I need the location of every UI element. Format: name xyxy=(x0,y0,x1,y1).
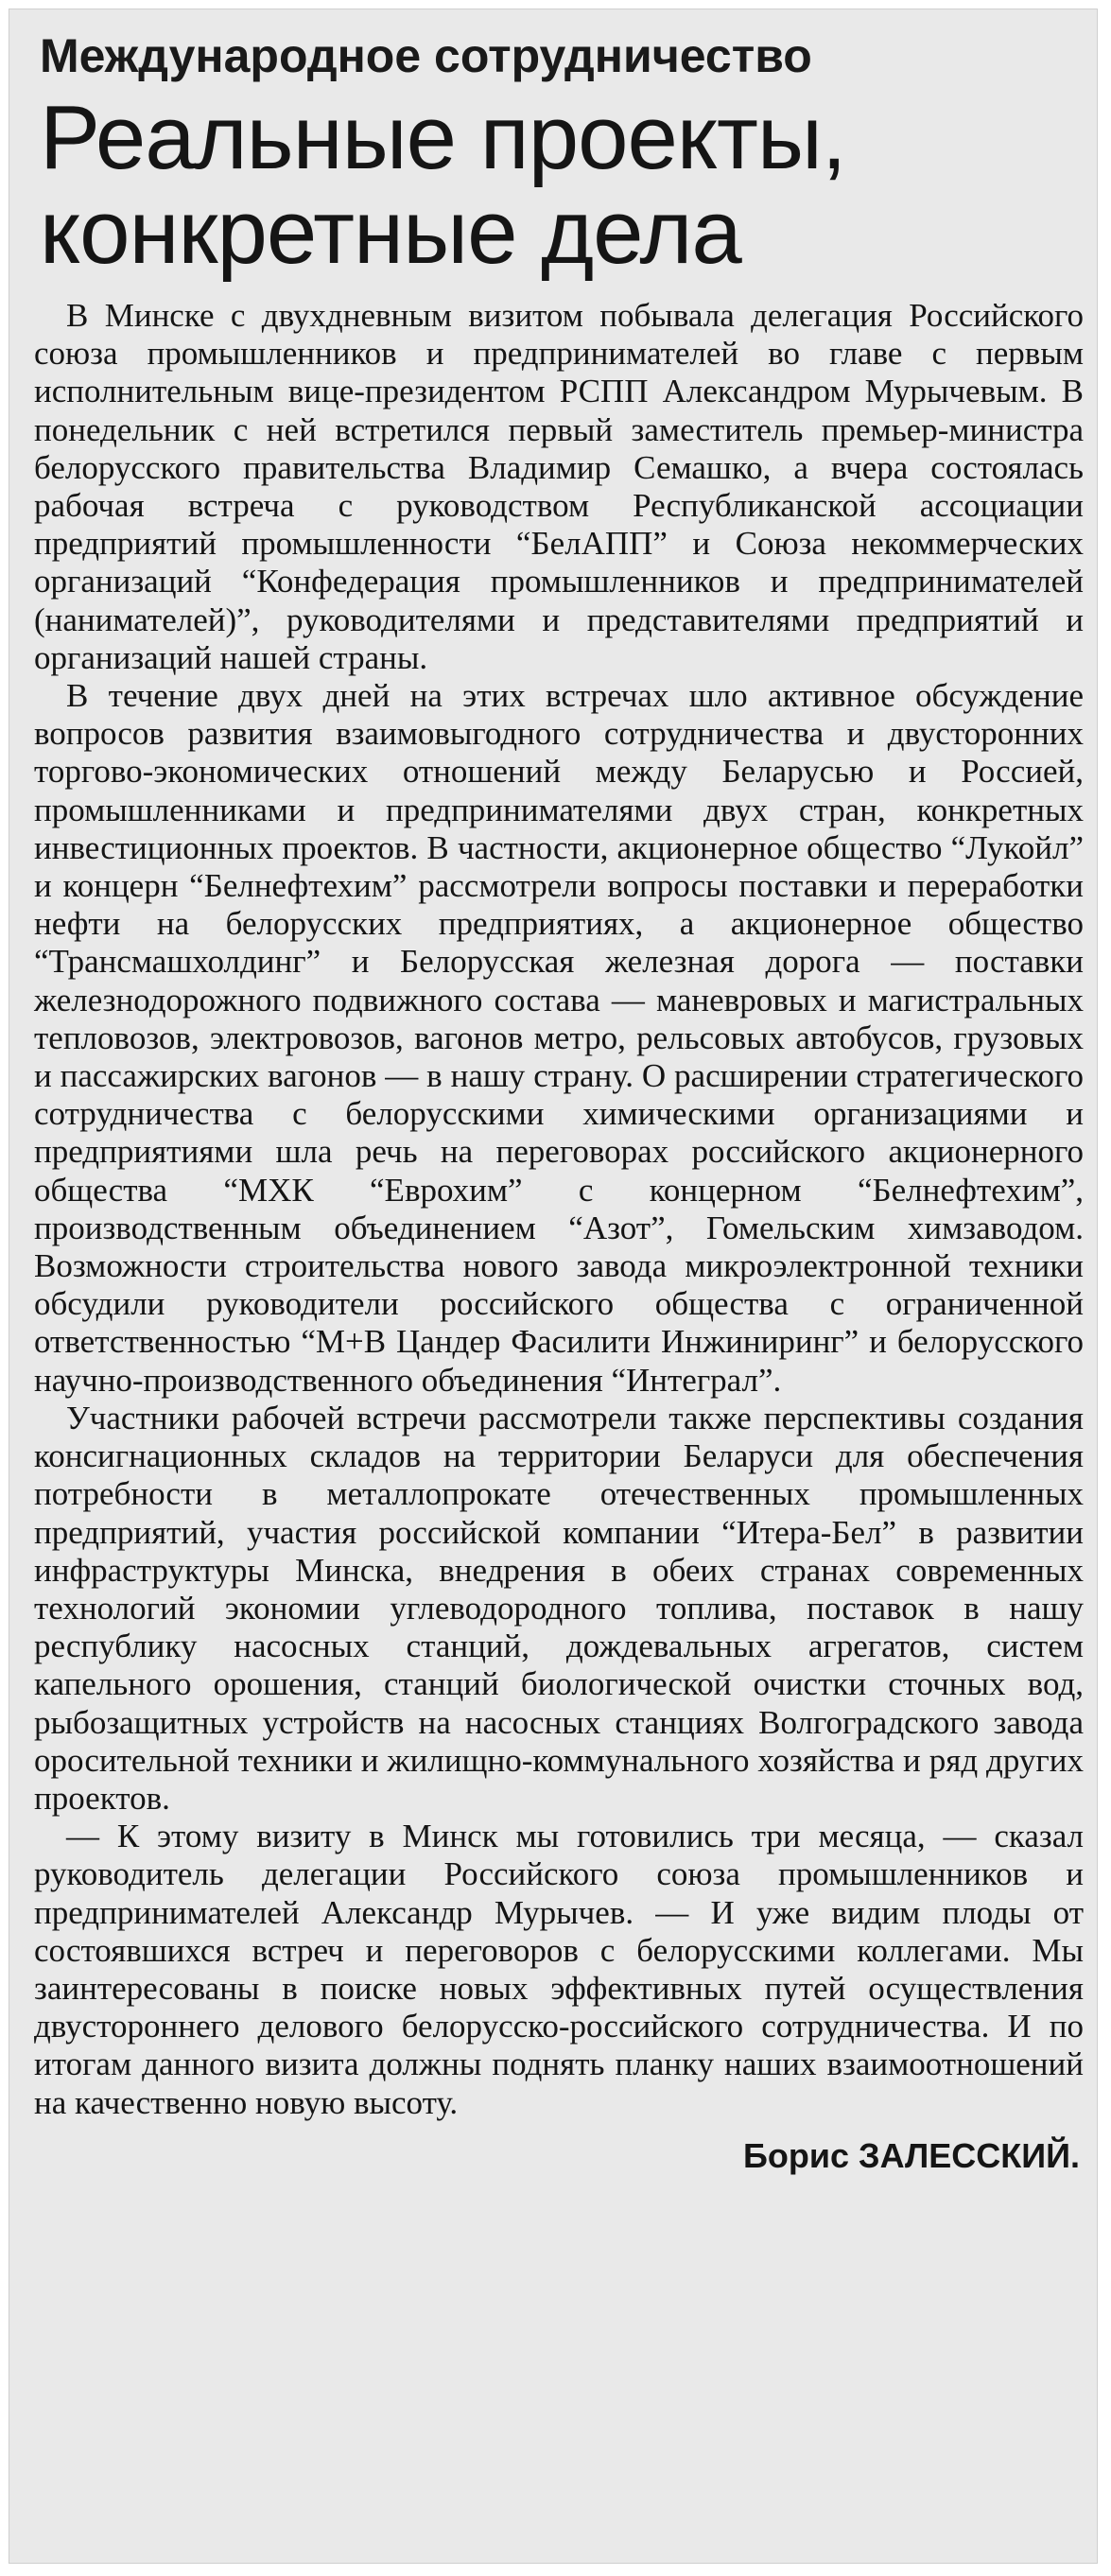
author-signature: Борис ЗАЛЕССКИЙ. xyxy=(743,2135,1080,2175)
article-paragraph-3: Участники рабочей встречи рассмотрели также перспективы создания консигнационных складов на территории Беларуси для обеспечения потребности в металлопрокате отечественных промышленных предприятий, участия российской компании “Итера-Бел” в развитии инфраструктуры Минска, внедрения в обеих странах современных технологий экономии углеводородного топлива, поставок в нашу республику насосных станций, дождевальных агрегатов, систем капельного орошения, станций биологической очистки сточных вод, рыбозащитных устройств на насосных станциях Волгоградского завода оросительной техники и жилищно-коммунального хозяйства и ряд других проектов. xyxy=(34,1399,1084,1817)
article-paragraph-1: В Минске с двухдневным визитом побывала делегация Российского союза промышленников и предпринимателей во главе с первым исполнительным вице-президентом РСПП Александром Мурычевым. В понедельник с ней встретился первый заместитель премьер-министра белорусского правительства Владимир Семашко, а вчера состоялась рабочая встреча с руководством Республиканской ассоциации предприятий промышленности “БелАПП” и Союза некоммерческих организаций “Конфедерация промышленников и предпринимателей (нанимателей)”, руководителями и представителями предприятий и организаций нашей страны. xyxy=(34,297,1084,676)
article-headline: Реальные проекты, конкретные дела xyxy=(40,87,846,283)
article xyxy=(34,26,1084,2177)
article-paragraph-2: В течение двух дней на этих встречах шло активное обсуждение вопросов развития взаимовыгодного сотрудничества и двусторонних торгово-экономических отношений между Беларусью и Россией, промышленниками и предпринимателями двух стран, конкретных инвестиционных проектов. В частности, акционерное общество “Лукойл” и концерн “Белнефтехим” рассмотрели вопросы поставки и переработки нефти на белорусских предприятиях, а акционерное общество “Трансмашхолдинг” и Белорусская железная дорога — поставки железнодорожного подвижного состава — маневровых и магистральных тепловозов, электровозов, вагонов метро, рельсовых автобусов, грузовых и пассажирских вагонов — в нашу страну. О расширении стратегического сотрудничества с белорусскими химическими организациями и предприятиями шла речь на переговорах российского акционерного общества “МХК “Еврохим” с концерном “Белнефтехим”, производственным объединением “Азот”, Гомельским химзаводом. Возможности строительства нового завода микроэлектронной техники обсудили руководители российского общества с ограниченной ответственностью “М+В Цандер Фасилити Инжиниринг” и белорусского научно-производственного объединения “Интеграл”. xyxy=(34,677,1084,1399)
article-body xyxy=(34,297,1084,2122)
newspaper-clipping xyxy=(9,9,1097,2563)
article-rubric: Международное сотрудничество xyxy=(40,29,812,82)
article-paragraph-4: — К этому визиту в Минск мы готовились три месяца, — сказал руководитель делегации Российского союза промышленников и предпринимателей Александр Мурычев. — И уже видим плоды от состоявшихся встреч и переговоров с белорусскими коллегами. Мы заинтересованы в поиске новых эффективных путей осуществления двустороннего делового белорусско-российского сотрудничества. И по итогам данного визита должны поднять планку наших взаимоотношений на качественно новую высоту. xyxy=(34,1818,1084,2121)
